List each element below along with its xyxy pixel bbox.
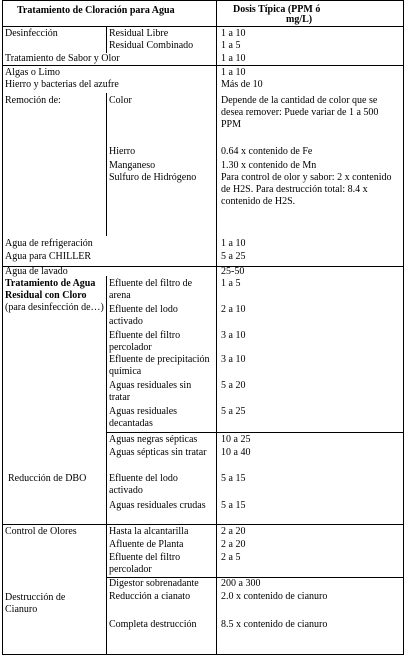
dose-reduccion-cianato: 2.0 x contenido de cianuro (221, 591, 328, 602)
dose-septicas-sin-tratar: 10 a 40 (221, 447, 251, 458)
app-control-olores: Control de Olores (5, 526, 77, 537)
sub-completa-destruccion: Completa destrucción (109, 619, 197, 630)
app-dbo: Reducción de DBO (8, 473, 87, 484)
dose-precipitacion: 3 a 10 (221, 354, 246, 365)
dose-algas: 1 a 10 (221, 67, 246, 78)
dose-hierro-bacterias: Más de 10 (221, 79, 263, 90)
app-algas: Algas o Limo (5, 67, 60, 78)
dose-manganeso: 1.30 x contenido de Mn (221, 160, 317, 171)
app-hierro-bacterias: Hierro y bacterias del azufre (5, 79, 119, 90)
sub-digestor: Digestor sobrenadante (109, 578, 199, 589)
app-lavado: Agua de lavado (5, 266, 68, 277)
sub-sulfuro: Sulfuro de Hidrógeno (109, 172, 197, 183)
app-remocion: Remoción de: (5, 95, 61, 106)
dose-hierro: 0.64 x contenido de Fe (221, 146, 313, 157)
app-agua-residual-bold: Tratamiento de Agua Residual con Cloro (5, 278, 96, 301)
sub-hierro: Hierro (109, 146, 136, 157)
header-dose-line2: mg/L) (286, 14, 313, 25)
header-dose-line1: Dosis Típica (PPM ó (233, 4, 321, 15)
sub-dbo-lodo-activado: Efluente del lodo activado (109, 473, 178, 496)
app-agua-residual (5, 278, 105, 314)
dose-sin-tratar: 5 a 20 (221, 380, 246, 391)
dose-afluente-planta: 2 a 20 (221, 539, 246, 550)
sub-decantadas: Aguas residuales decantadas (109, 406, 178, 429)
dose-filtro-percolador: 3 a 10 (221, 330, 246, 341)
sub-olores-percolador: Efluente del filtro percolador (109, 552, 181, 575)
dose-chiller: 5 a 25 (221, 251, 246, 262)
dose-completa-destruccion: 8.5 x contenido de cianuro (221, 619, 328, 630)
app-desinfeccion: Desinfección (5, 28, 58, 39)
header-treatment: Tratamiento de Cloración para Agua (17, 5, 175, 16)
app-agua-residual-suffix: (para desinfección de…) (5, 302, 104, 313)
dose-digestor: 200 a 300 (221, 578, 261, 589)
dose-negras-septicas: 10 a 25 (221, 434, 251, 445)
sub-sin-tratar: Aguas residuales sin tratar (109, 380, 192, 403)
sub-precipitacion: Efluente de precipitación química (109, 354, 210, 377)
sub-afluente-planta: Afluente de Planta (109, 539, 184, 550)
dose-refrigeracion: 1 a 10 (221, 238, 246, 249)
sub-septicas-sin-tratar: Aguas sépticas sin tratar (109, 447, 207, 458)
app-sabor-olor: Tratamiento de Sabor y Olor (5, 53, 120, 64)
sub-alcantarilla: Hasta la alcantarilla (109, 526, 189, 537)
sub-residuales-crudas: Aguas residuales crudas (109, 500, 206, 511)
sub-negras-septicas: Aguas negras sépticas (109, 434, 198, 445)
app-chiller: Agua para CHILLER (5, 251, 92, 262)
dose-dbo-lodo-activado: 5 a 15 (221, 473, 246, 484)
app-cianuro: Destrucción de Cianuro (5, 592, 66, 615)
sub-filtro-percolador: Efluente del filtro percolador (109, 330, 181, 353)
sub-filtro-arena: Efluente del filtro de arena (109, 278, 193, 301)
sub-manganeso: Manganeso (109, 160, 156, 171)
dose-residual-libre: 1 a 10 (221, 28, 246, 39)
dose-color: Depende de la cantidad de color que se desea remover: Puede variar de 1 a 500 PPM (221, 95, 379, 130)
dose-lavado: 25-50 (221, 266, 245, 277)
dose-lodo-activado: 2 a 10 (221, 304, 246, 315)
dose-decantadas: 5 a 25 (221, 406, 246, 417)
dose-olores-percolador: 2 a 5 (221, 552, 241, 563)
dose-residuales-crudas: 5 a 15 (221, 500, 246, 511)
dose-sulfuro: Para control de olor y sabor: 2 x contenido de H2S. Para destrucción total: 8.4 x contenido de H2S. (221, 172, 392, 207)
sub-residual-combinado: Residual Combinado (109, 40, 194, 51)
sub-residual-libre: Residual Libre (109, 28, 169, 39)
app-refrigeracion: Agua de refrigeración (5, 238, 93, 249)
dose-filtro-arena: 1 a 5 (221, 278, 241, 289)
dose-alcantarilla: 2 a 20 (221, 526, 246, 537)
sub-lodo-activado: Efluente del lodo activado (109, 304, 178, 327)
dose-sabor-olor: 1 a 10 (221, 53, 246, 64)
sub-reduccion-cianato: Reducción a cianato (109, 591, 191, 602)
sub-color: Color (109, 95, 132, 106)
dose-residual-combinado: 1 a 5 (221, 40, 241, 51)
